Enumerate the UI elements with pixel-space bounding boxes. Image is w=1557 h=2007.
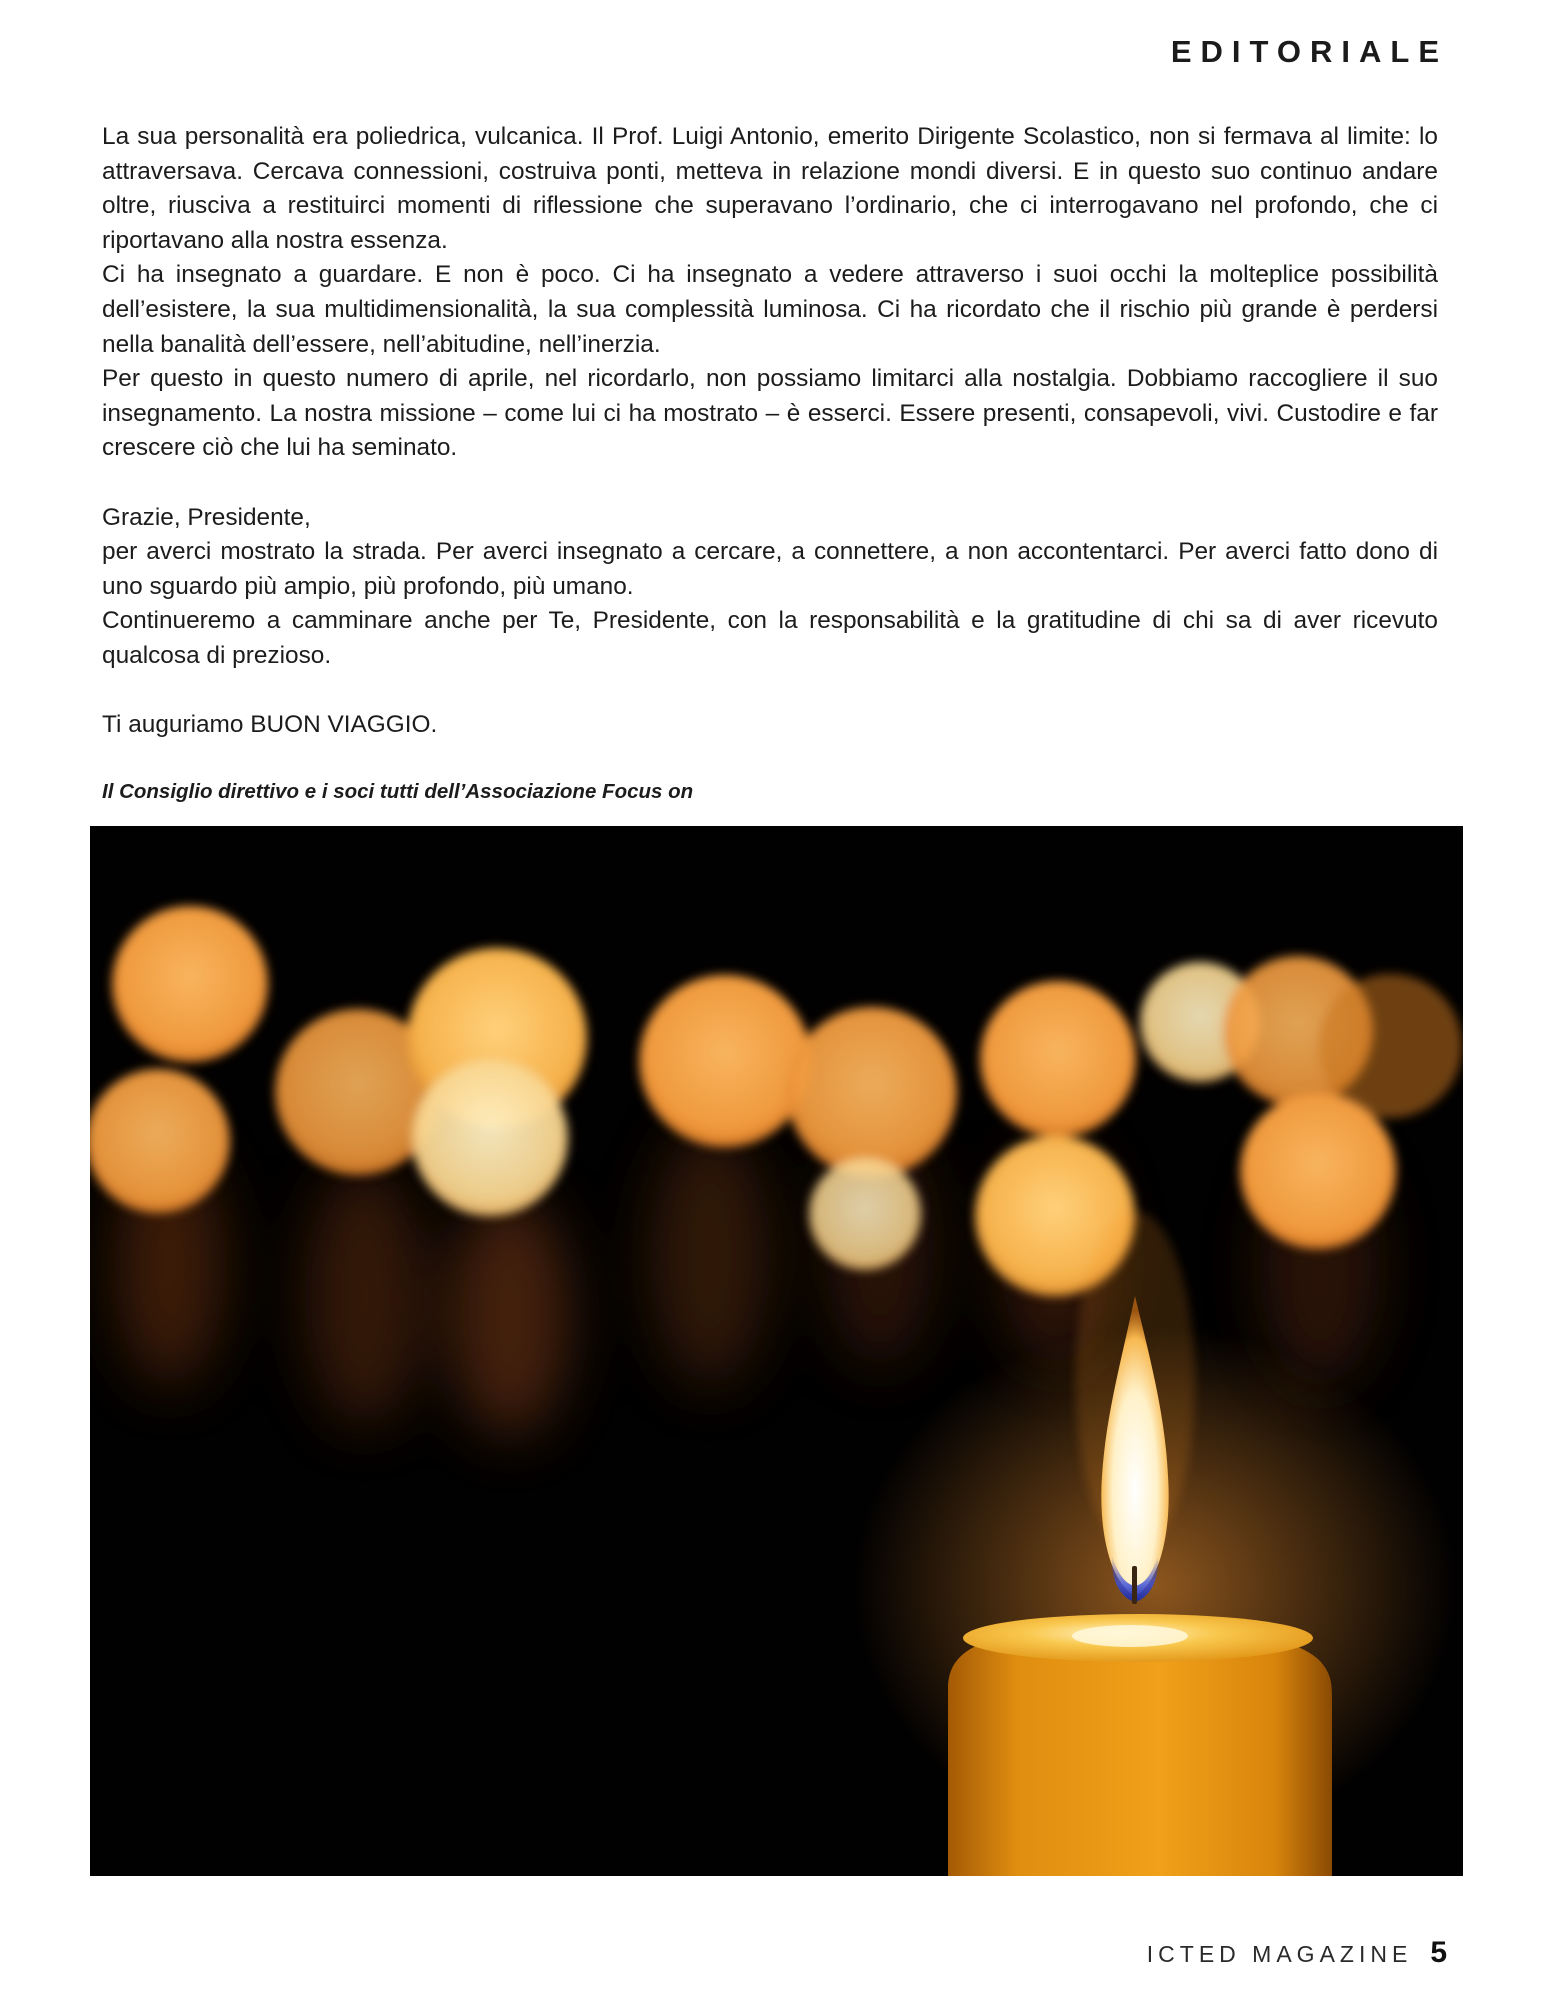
paragraph: per averci mostrato la strada. Per averci insegnato a cercare, a connettere, a non accontentarci. Per averci fatto dono di uno sguardo più ampio, più profondo, più umano. <box>102 538 1438 600</box>
magazine-name: ICTED MAGAZINE <box>1146 1941 1413 1967</box>
section-title: EDITORIALE <box>1170 34 1448 69</box>
paragraph: La sua personalità era poliedrica, vulcanica. Il Prof. Luigi Antonio, emerito Dirigente Scolastico, non si fermava al limite: lo attraversava. Cercava connessioni, costruiva ponti, metteva in relazione mondi diversi. E in questo suo continuo andare oltre, riusciva a restituirci momenti di riflessione che superavano l’ordinario, che ci interrogavano nel profondo, che ci riportavano alla nostra essenza. <box>102 123 1438 254</box>
closing-line: Ti auguriamo BUON VIAGGIO. <box>102 711 438 739</box>
page-footer <box>1147 1936 1447 1970</box>
editorial-body <box>102 120 1438 743</box>
signature: Il Consiglio direttivo e i soci tutti dell’Associazione Focus on <box>102 780 694 803</box>
paragraph-spacer <box>102 466 1438 501</box>
paragraph: Continueremo a camminare anche per Te, Presidente, con la responsabilità e la gratitudine di chi sa di aver ricevuto qualcosa di prezioso. <box>102 607 1438 669</box>
candle-illustration <box>90 826 1463 1876</box>
candle <box>948 1614 1332 1876</box>
candle-photo <box>90 826 1463 1876</box>
paragraph: Ci ha insegnato a guardare. E non è poco. Ci ha insegnato a vedere attraverso i suoi occhi la molteplice possibilità dell’esistere, la sua multidimensionalità, la sua complessità luminosa. Ci ha ricordato che il rischio più grande è perdersi nella banalità dell’essere, nell’abitudine, nell’inerzia. <box>102 261 1438 358</box>
page-number: 5 <box>1430 1936 1447 1969</box>
paragraph-spacer <box>102 674 1438 709</box>
paragraph: Grazie, Presidente, <box>102 503 311 531</box>
paragraph: Per questo in questo numero di aprile, nel ricordarlo, non possiamo limitarci alla nostalgia. Dobbiamo raccogliere il suo insegnamento. La nostra missione – come lui ci ha mostrato – è esserci. Essere presenti, consapevoli, vivi. Custodire e far crescere ciò che lui ha seminato. <box>102 365 1438 462</box>
